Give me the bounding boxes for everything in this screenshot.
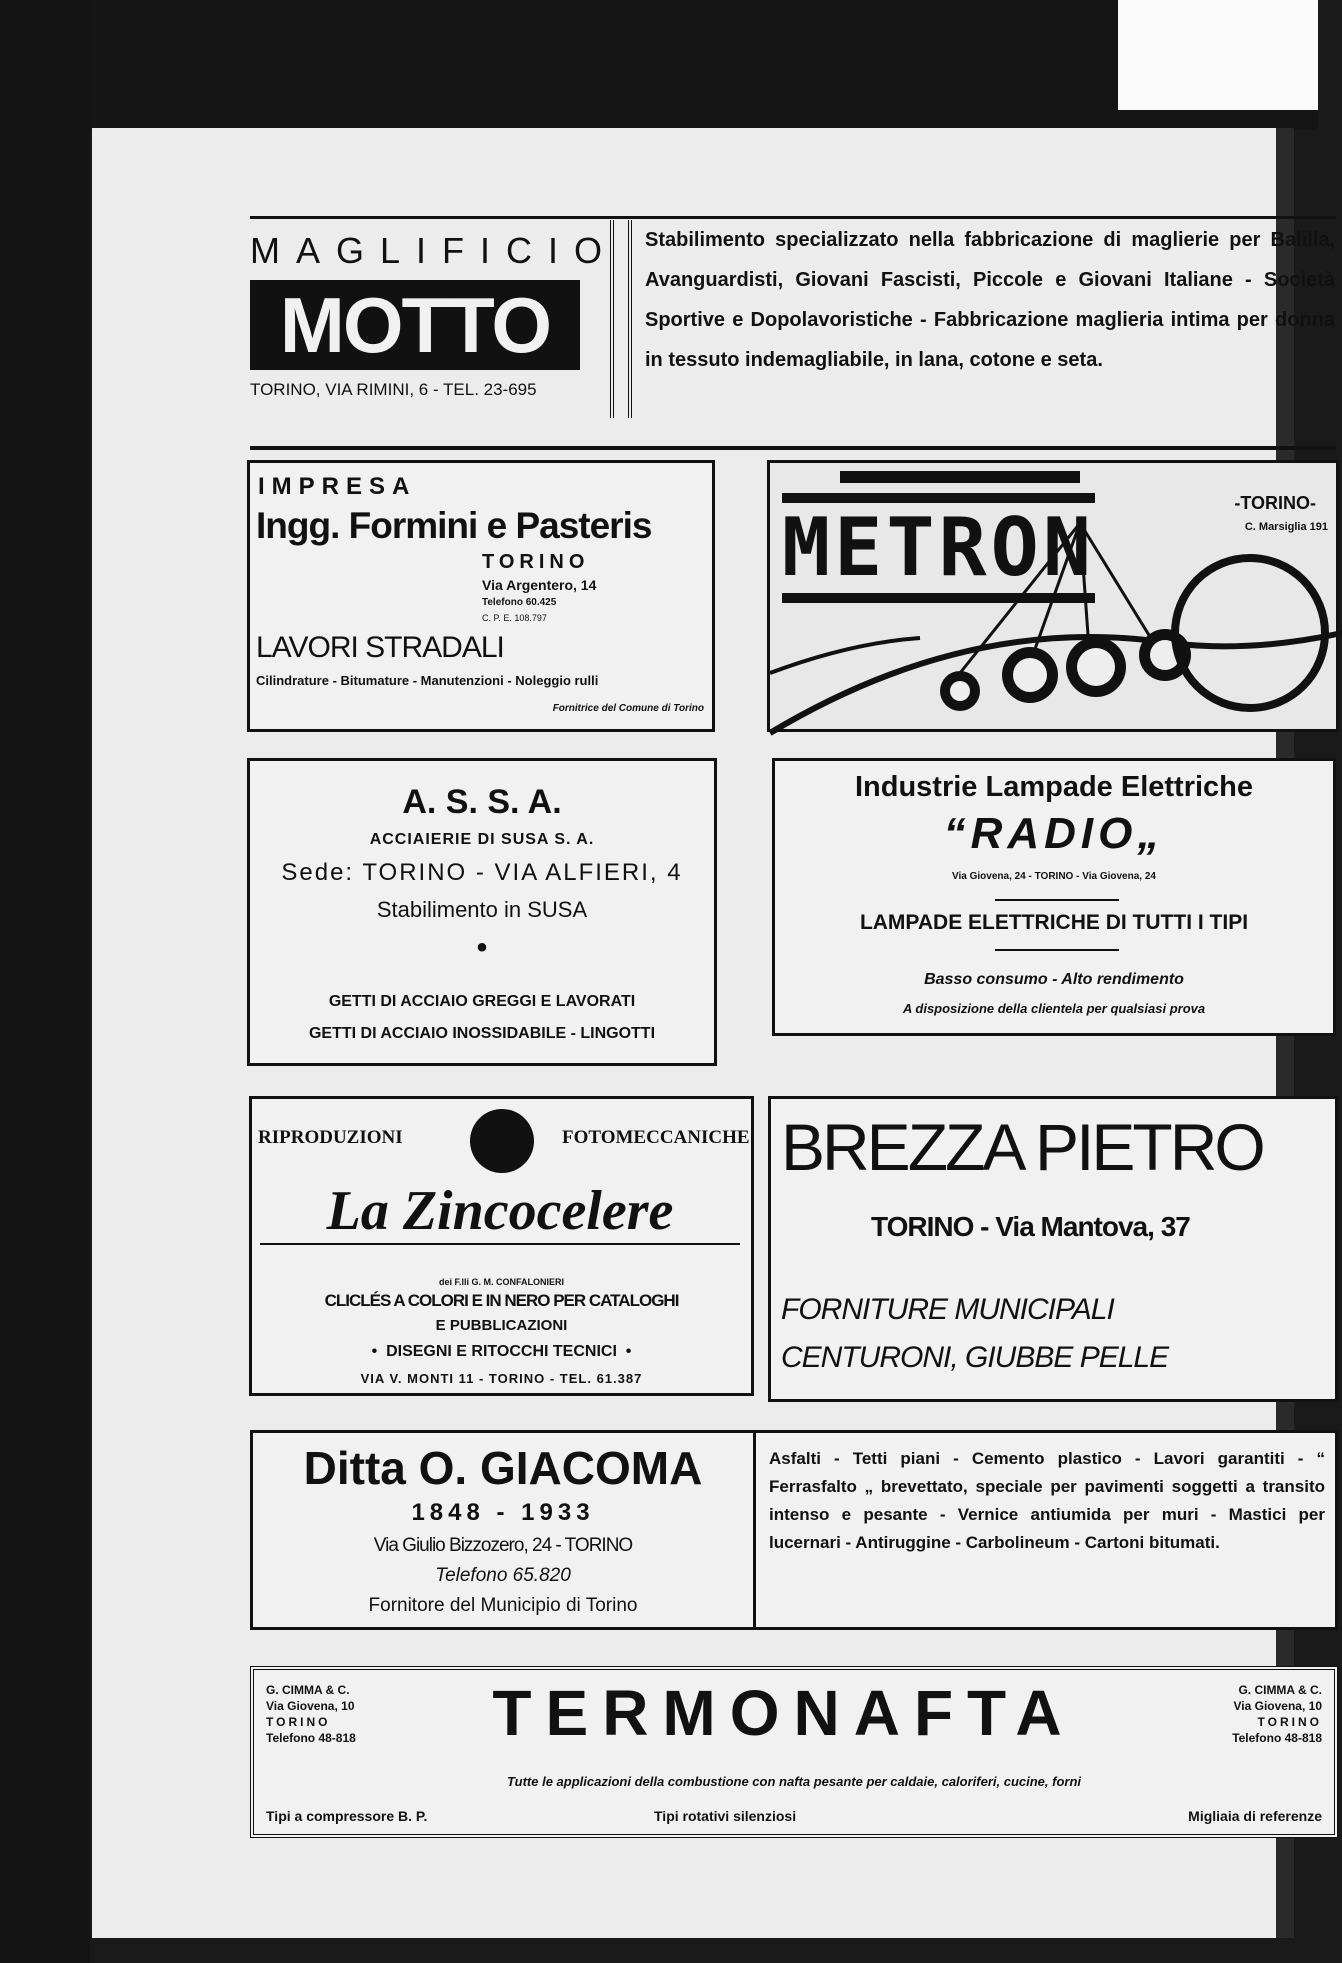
assa-plant: Stabilimento in SUSA bbox=[376, 897, 588, 922]
top-rule bbox=[250, 216, 1336, 219]
giacoma-description: Asfalti - Tetti piani - Cemento plastico - Lavori garantiti - “ Ferrasfalto „ brevettato, speciale per pavimenti soggetti a transito intenso e pesante - Vernice antiumida per muri - Mastici per lucernari - Antiruggine - Carbolineum - Cartoni bitumati. bbox=[769, 1449, 1325, 1552]
giacoma-years: 1848 - 1933 bbox=[411, 1499, 595, 1526]
termonafta-brand: TERMONAFTA bbox=[492, 1677, 1076, 1749]
impresa-supplier: Fornitrice del Comune di Torino bbox=[552, 703, 704, 714]
impresa-cpe: C. P. E. 108.797 bbox=[482, 613, 547, 623]
giacoma-name: Ditta O. GIACOMA bbox=[303, 1442, 703, 1494]
brezza-name: BREZZA PIETRO bbox=[781, 1110, 1263, 1184]
camera-lens-icon bbox=[470, 1109, 534, 1173]
radio-tagline-1: Basso consumo - Alto rendimento bbox=[924, 971, 1184, 988]
scan-left-border bbox=[0, 0, 90, 1963]
zincocelere-address: VIA V. MONTI 11 - TORINO - TEL. 61.387 bbox=[360, 1371, 643, 1386]
impresa-services: Cilindrature - Bitumature - Manutenzioni - Noleggio rulli bbox=[256, 673, 599, 688]
termonafta-foot-2: Tipi rotativi silenziosi bbox=[654, 1808, 797, 1824]
brezza-address: TORINO - Via Mantova, 37 bbox=[871, 1211, 1190, 1242]
right-phone: Telefono 48-818 bbox=[1232, 1731, 1322, 1745]
left-city: TORINO bbox=[266, 1715, 331, 1729]
impresa-name: Ingg. Formini e Pasteris bbox=[256, 505, 652, 546]
zincocelere-brand: La Zincocelere bbox=[260, 1179, 740, 1245]
termonafta-description: Tutte le applicazioni della combustione con nafta pesante per caldaie, caloriferi, cucine, forni bbox=[506, 1774, 1082, 1789]
maglificio-ad bbox=[250, 220, 1336, 399]
left-street: Via Giovena, 10 bbox=[266, 1699, 355, 1713]
assa-line-1: GETTI DI ACCIAIO GREGGI E LAVORATI bbox=[328, 993, 636, 1010]
impresa-headline: LAVORI STRADALI bbox=[256, 631, 504, 664]
radio-rule-2 bbox=[995, 949, 1119, 951]
impresa-street: Via Argentero, 14 bbox=[482, 577, 597, 593]
top-bottom-rule bbox=[250, 446, 1336, 450]
zincocelere-owners: dei F.lli G. M. CONFALONIERI bbox=[438, 1277, 564, 1287]
maglificio-kicker: MAGLIFICIO bbox=[250, 230, 619, 271]
dashboard-illustration bbox=[770, 463, 1342, 735]
bullet: • bbox=[476, 931, 488, 964]
termonafta-foot-3: Migliaia di referenze bbox=[1188, 1808, 1322, 1824]
zincocelere-line-1: CLICLÉS A COLORI E IN NERO PER CATALOGHI bbox=[324, 1291, 679, 1310]
zincocelere-right-label: FOTOMECCANICHE bbox=[562, 1127, 750, 1148]
metron-ad bbox=[767, 460, 1339, 732]
metron-logo: METRON bbox=[782, 493, 1095, 603]
giacoma-address: Via Giulio Bizzozero, 24 - TORINO bbox=[373, 1535, 633, 1556]
assa-line-2: GETTI DI ACCIAIO INOSSIDABILE - LINGOTTI bbox=[308, 1025, 656, 1042]
radio-headline: LAMPADE ELETTRICHE DI TUTTI I TIPI bbox=[859, 911, 1249, 934]
giacoma-divider bbox=[753, 1433, 756, 1627]
termonafta-right-block bbox=[1202, 1682, 1322, 1746]
radio-address: Via Giovena, 24 - TORINO - Via Giovena, 24 bbox=[952, 871, 1156, 882]
radio-tagline-2: A disposizione della clientela per qualsiasi prova bbox=[902, 1001, 1206, 1016]
metron-street: C. Marsiglia 191 bbox=[1244, 521, 1328, 533]
assa-ad bbox=[247, 758, 717, 1066]
giacoma-phone: Telefono 65.820 bbox=[435, 1565, 571, 1586]
brezza-ad bbox=[768, 1096, 1338, 1402]
impresa-phone: Telefono 60.425 bbox=[482, 597, 557, 608]
right-company: G. CIMMA & C. bbox=[1238, 1683, 1322, 1697]
zincocelere-ad bbox=[249, 1096, 754, 1396]
maglificio-address: TORINO, VIA RIMINI, 6 - TEL. 23-695 bbox=[250, 380, 537, 399]
brezza-line-1: FORNITURE MUNICIPALI bbox=[781, 1293, 1114, 1326]
maglificio-divider bbox=[610, 220, 632, 418]
maglificio-description: Stabilimento specializzato nella fabbricazione di maglierie per Balilla, Avanguardisti, Giovani Fascisti, Piccole e Giovani Italiane - Società Sportive e Dopolavoristiche - Fabbricazione maglieria intima per donna in tessuto indemagliabile, in lana, cotone e seta. bbox=[645, 229, 1335, 371]
radio-title: Industrie Lampade Elettriche bbox=[854, 771, 1254, 803]
assa-full-name: ACCIAIERIE DI SUSA S. A. bbox=[369, 831, 595, 848]
zincocelere-line-3: • DISEGNI E RITOCCHI TECNICI • bbox=[371, 1343, 632, 1360]
brezza-line-2: CENTURONI, GIUBBE PELLE bbox=[781, 1341, 1169, 1374]
metron-city: -TORINO- bbox=[1234, 493, 1316, 513]
radio-ad bbox=[772, 758, 1336, 1036]
termonafta-ad bbox=[250, 1666, 1338, 1838]
radio-rule-1 bbox=[995, 899, 1119, 901]
motto-logo: MOTTO bbox=[250, 280, 580, 370]
giacoma-supplier: Fornitore del Municipio di Torino bbox=[368, 1595, 638, 1616]
impresa-kicker: IMPRESA bbox=[258, 473, 417, 500]
steering-wheel bbox=[1175, 558, 1325, 708]
radio-brand: “RADIO„ bbox=[943, 809, 1165, 858]
impresa-ad bbox=[247, 460, 715, 732]
advertising-page bbox=[92, 128, 1335, 1938]
assa-name: A. S. S. A. bbox=[402, 783, 562, 821]
left-company: G. CIMMA & C. bbox=[266, 1683, 350, 1697]
termonafta-left-block bbox=[266, 1682, 386, 1746]
scan-corner bbox=[1118, 0, 1318, 110]
left-phone: Telefono 48-818 bbox=[266, 1731, 356, 1745]
right-street: Via Giovena, 10 bbox=[1233, 1699, 1322, 1713]
zincocelere-line-2: E PUBBLICAZIONI bbox=[435, 1317, 568, 1334]
giacoma-ad bbox=[250, 1430, 1338, 1630]
impresa-city: TORINO bbox=[482, 551, 590, 573]
assa-sede: Sede: TORINO - VIA ALFIERI, 4 bbox=[281, 859, 683, 886]
termonafta-foot-1: Tipi a compressore B. P. bbox=[266, 1808, 428, 1824]
zincocelere-left-label: RIPRODUZIONI bbox=[258, 1127, 403, 1148]
right-city: TORINO bbox=[1257, 1715, 1322, 1729]
